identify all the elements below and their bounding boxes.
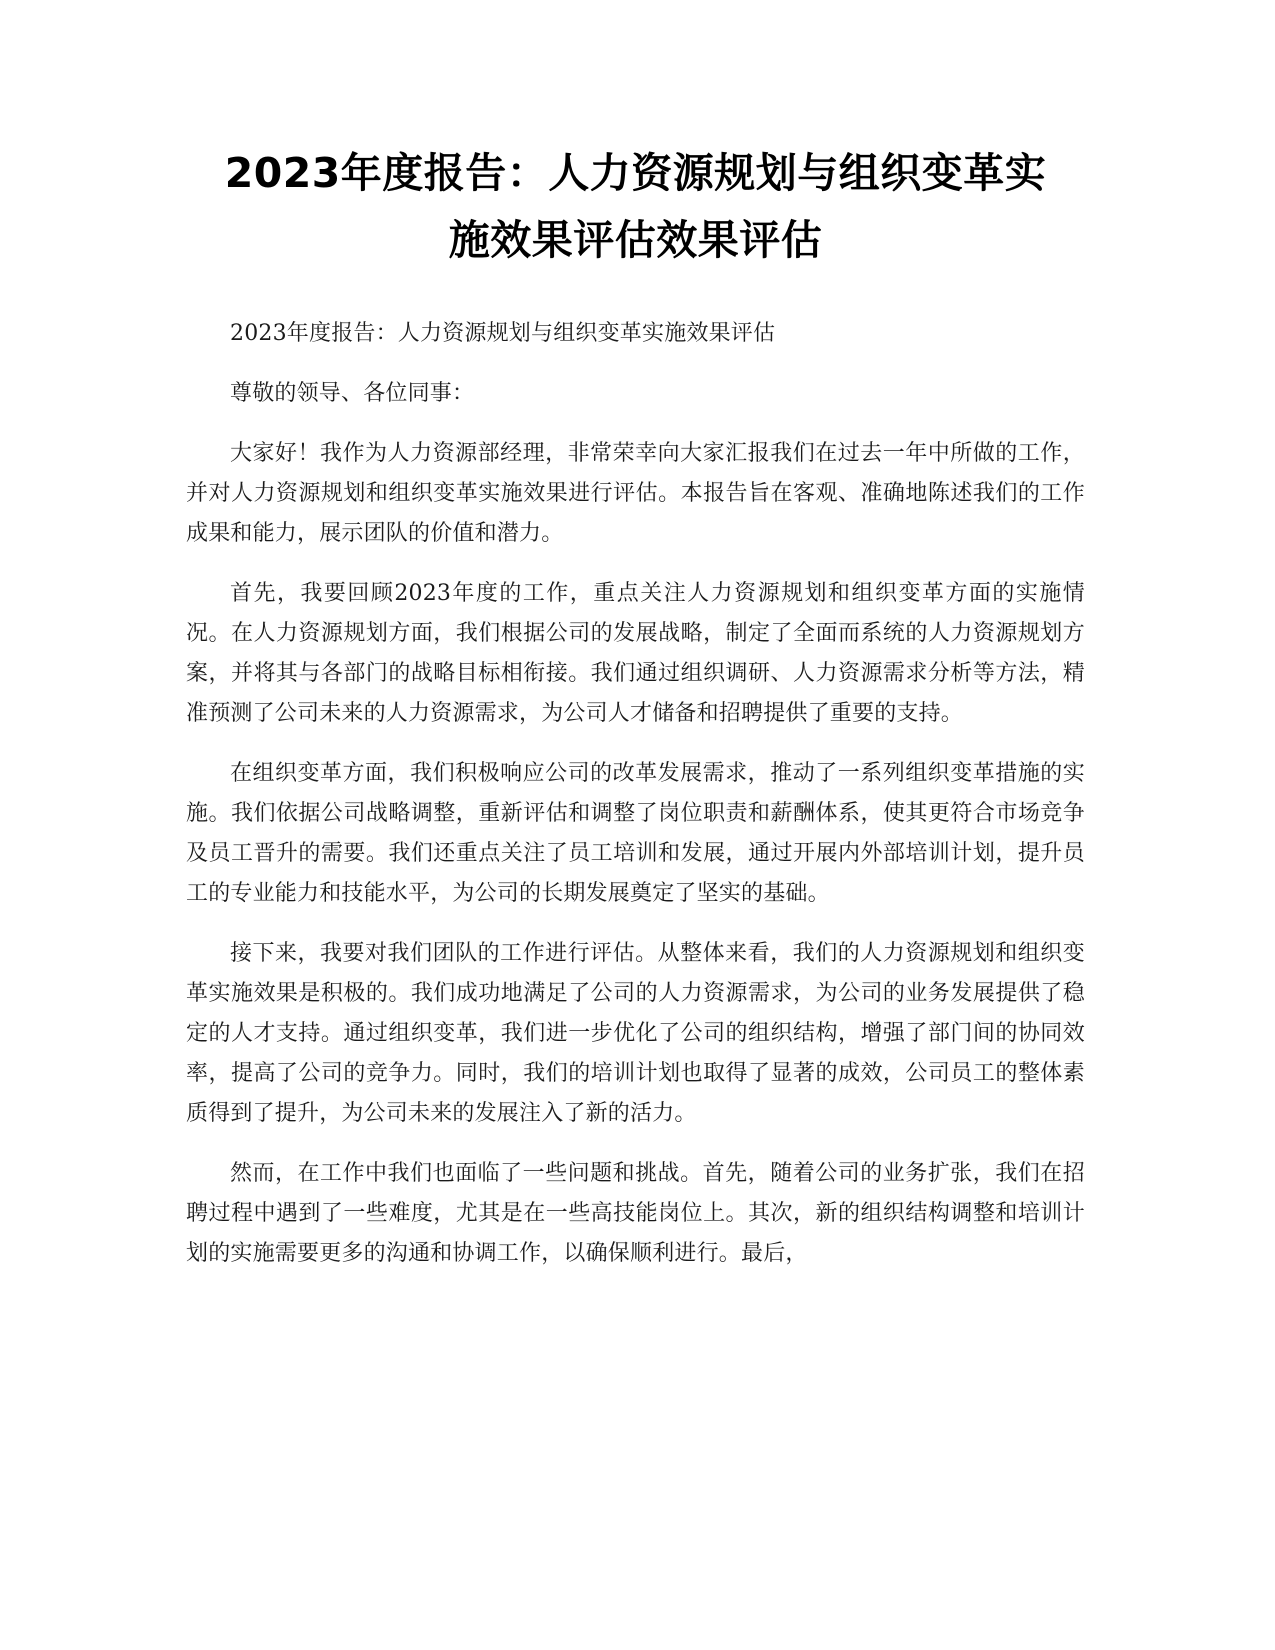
document-body [186,314,1085,1274]
title-line-1: 2023年度报告：人力资源规划与组织变革实 [224,149,1047,197]
body-paragraph-intro: 大家好！我作为人力资源部经理，非常荣幸向大家汇报我们在过去一年中所做的工作，并对人力资源规划和组织变革实施效果进行评估。本报告旨在客观、准确地陈述我们的工作成果和能力，展示团队的价值和潜力。 [186,441,1085,546]
title-line-2: 施效果评估效果评估 [448,216,823,264]
body-paragraph-salutation: 尊敬的领导、各位同事： [230,381,475,406]
body-paragraph-org-change: 在组织变革方面，我们积极响应公司的改革发展需求，推动了一系列组织变革措施的实施。我们依据公司战略调整，重新评估和调整了岗位职责和薪酬体系，使其更符合市场竞争及员工晋升的需要。我们还重点关注了员工培训和发展，通过开展内外部培训计划，提升员工的专业能力和技能水平，为公司的长期发展奠定了坚实的基础。 [186,761,1085,906]
body-paragraph-evaluation: 接下来，我要对我们团队的工作进行评估。从整体来看，我们的人力资源规划和组织变革实施效果是积极的。我们成功地满足了公司的人力资源需求，为公司的业务发展提供了稳定的人才支持。通过组织变革，我们进一步优化了公司的组织结构，增强了部门间的协同效率，提高了公司的竞争力。同时，我们的培训计划也取得了显著的成效，公司员工的整体素质得到了提升，为公司未来的发展注入了新的活力。 [186,941,1085,1126]
document-title [186,140,1085,274]
body-paragraph-hr-planning: 首先，我要回顾2023年度的工作，重点关注人力资源规划和组织变革方面的实施情况。在人力资源规划方面，我们根据公司的发展战略，制定了全面而系统的人力资源规划方案，并将其与各部门的战略目标相衔接。我们通过组织调研、人力资源需求分析等方法，精准预测了公司未来的人力资源需求，为公司人才储备和招聘提供了重要的支持。 [186,581,1085,726]
body-paragraph-challenges: 然而，在工作中我们也面临了一些问题和挑战。首先，随着公司的业务扩张，我们在招聘过程中遇到了一些难度，尤其是在一些高技能岗位上。其次，新的组织结构调整和培训计划的实施需要更多的沟通和协调工作，以确保顺利进行。最后， [186,1161,1085,1266]
body-paragraph-subtitle: 2023年度报告：人力资源规划与组织变革实施效果评估 [230,321,776,346]
